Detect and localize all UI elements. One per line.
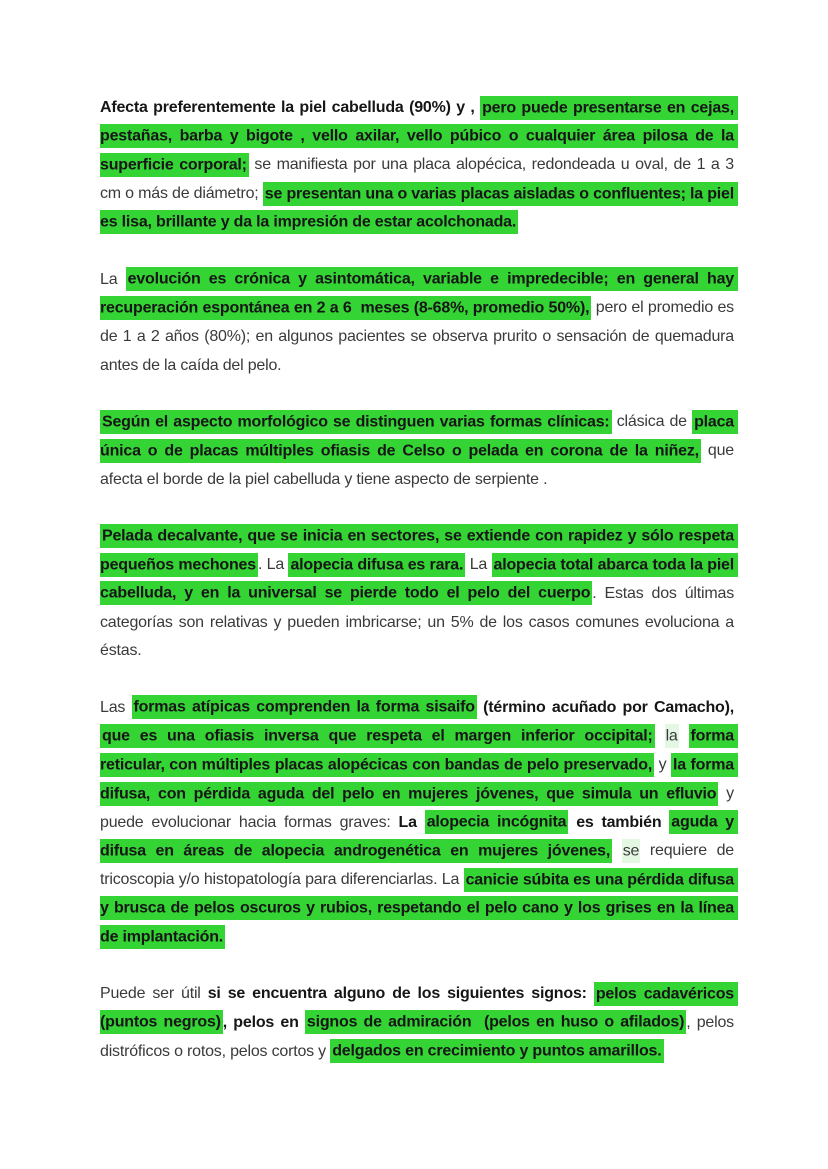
text-run: Afecta preferentemente la piel cabelluda (90%) y , xyxy=(100,99,481,116)
paragraph xyxy=(100,980,739,1066)
highlighted-text-run: se presentan una o varias placas aisladas o confluentes; la piel es lisa, brillante y da la impresión de estar acolchonada. xyxy=(100,182,738,235)
text-run: y xyxy=(654,756,672,774)
document-body xyxy=(100,94,739,1094)
text-run: (término acuñado por Camacho), xyxy=(476,698,739,716)
paragraph xyxy=(100,266,739,381)
paragraph xyxy=(100,694,739,952)
highlighted-text-run: pero puede presentarse en cejas, pestañas, barba y bigote , vello axilar, vello púbico o cualquier área pilosa de la superficie corporal; xyxy=(100,96,738,177)
text-run: es también xyxy=(568,813,670,831)
paragraph xyxy=(100,94,739,238)
highlighted-text-run: formas atípicas comprenden la forma sisaifo xyxy=(132,695,477,719)
text-run: y puede evolucionar hacia formas graves: xyxy=(100,785,739,831)
highlighted-text-run: alopecia difusa es rara. xyxy=(288,553,465,577)
text-run: clásica de xyxy=(611,413,693,431)
text-run: que afecta el borde de la piel cabelluda y tiene aspecto de serpiente . xyxy=(100,442,739,488)
highlighted-text-run: pelos cadavéricos (puntos negros) xyxy=(100,982,738,1035)
highlighted-text-run: aguda y difusa en áreas de alopecia androgenética en mujeres jóvenes, xyxy=(100,810,738,863)
highlighted-text-run: que es una ofiasis inversa que respeta el margen inferior occipital; xyxy=(100,724,655,748)
paragraph xyxy=(100,522,739,666)
highlighted-text-run: Según el aspecto morfológico se distinguen varias formas clínicas: xyxy=(100,410,612,434)
text-run xyxy=(612,842,622,859)
text-run: pero el promedio es de 1 a 2 años (80%); en algunos pacientes se observa prurito o sensación de quemadura antes de la caída del pelo. xyxy=(100,299,739,374)
text-run: se manifiesta por una placa alopécica, redondeada u oval, de 1 a 3 cm o más de diámetro; xyxy=(100,156,739,203)
highlighted-text-run: Pelada decalvante, que se inicia en sectores, se extiende con rapidez y sólo respeta pequeños mechones xyxy=(100,524,738,577)
text-run: La xyxy=(465,556,492,574)
text-run: . Estas dos últimas categorías son relativas y pueden imbricarse; un 5% de los casos comunes evoluciona a éstas. xyxy=(100,584,739,660)
highlighted-text-run: canicie súbita es una pérdida difusa y brusca de pelos oscuros y rubios, respetando el pelo cano y los grises en la línea de implantación. xyxy=(100,868,738,949)
text-run xyxy=(655,728,665,745)
highlighted-text-run: alopecia total abarca toda la piel cabelluda, y en la universal se pierde todo el pelo del cuerpo xyxy=(100,553,738,606)
text-run: requiere de tricoscopia y/o histopatología para diferenciarlas. La xyxy=(100,842,739,889)
text-run xyxy=(679,728,689,745)
highlighted-text-run: placa única o de placas múltiples ofiasis de Celso o pelada en corona de la niñez, xyxy=(100,410,738,463)
highlighted-text-run: alopecia incógnita xyxy=(425,810,569,834)
text-run: , pelos distróficos o rotos, pelos cortos y xyxy=(100,1013,739,1060)
text-run: La xyxy=(398,813,425,831)
highlighted-text-run: evolución es crónica y asintomática, variable e impredecible; en general hay recuperación espontánea en 2 a 6 meses (8-68%, promedio 50%), xyxy=(100,267,738,320)
text-run: La xyxy=(100,270,126,288)
highlighted-text-run: la xyxy=(665,724,679,748)
highlighted-text-run: delgados en crecimiento y puntos amarillos. xyxy=(330,1039,663,1063)
text-run: Puede ser útil xyxy=(100,985,208,1003)
text-run: si se encuentra alguno de los siguientes signos: xyxy=(207,985,594,1003)
highlighted-text-run: signos de admiración (pelos en huso o afilados) xyxy=(305,1010,686,1034)
highlighted-text-run: forma reticular, con múltiples placas alopécicas con bandas de pelo preservado, xyxy=(100,724,738,777)
highlighted-text-run: se xyxy=(622,839,641,863)
text-run: Las xyxy=(100,698,132,716)
highlighted-text-run: la forma difusa, con pérdida aguda del pelo en mujeres jóvenes, que simula un efluvio xyxy=(100,753,738,806)
text-run: . La xyxy=(257,556,289,574)
paragraph xyxy=(100,408,739,494)
text-run: , pelos en xyxy=(222,1013,305,1031)
